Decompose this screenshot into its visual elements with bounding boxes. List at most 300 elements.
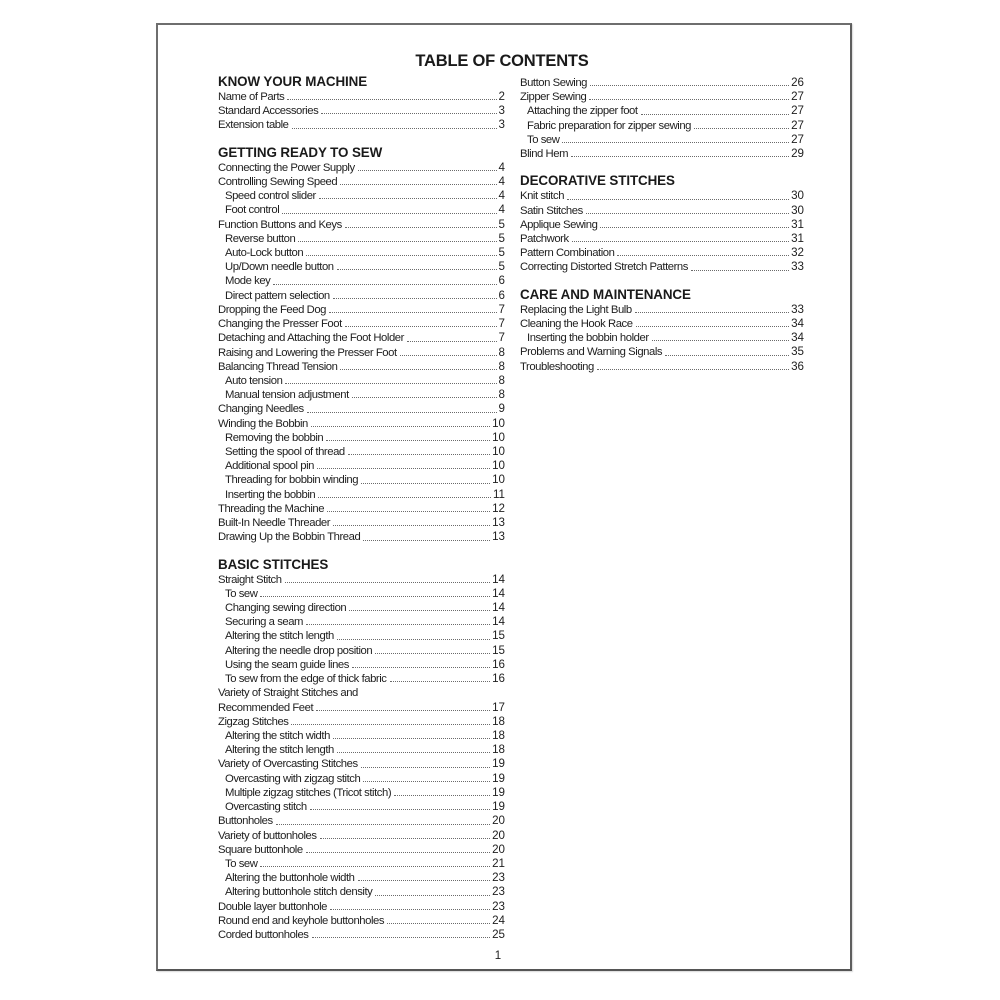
entry-label: Altering the buttonhole width bbox=[225, 872, 355, 885]
toc-subentry[interactable] bbox=[218, 644, 505, 658]
entry-label: Applique Sewing bbox=[520, 218, 598, 231]
toc-entry[interactable] bbox=[218, 829, 505, 843]
toc-subentry[interactable] bbox=[218, 260, 505, 274]
toc-subentry[interactable] bbox=[218, 289, 505, 303]
dot-leader bbox=[407, 340, 497, 342]
entry-label: Changing sewing direction bbox=[225, 602, 347, 614]
dot-leader bbox=[321, 112, 496, 114]
dot-leader bbox=[312, 936, 491, 938]
toc-subentry[interactable] bbox=[218, 488, 505, 502]
entry-label: Altering the stitch width bbox=[225, 729, 330, 742]
entry-page-number: 10 bbox=[492, 459, 505, 473]
entry-label: Correcting Distorted Stretch Patterns bbox=[520, 261, 688, 274]
entry-label: Double layer buttonhole bbox=[218, 900, 327, 913]
dot-leader bbox=[291, 723, 490, 725]
toc-subentry[interactable] bbox=[218, 857, 505, 871]
entry-page-number: 26 bbox=[791, 76, 804, 89]
toc-subentry[interactable] bbox=[520, 133, 804, 147]
entry-page-number: 16 bbox=[492, 672, 505, 686]
section-heading: CARE AND MAINTENANCE bbox=[520, 286, 691, 302]
dot-leader bbox=[337, 751, 490, 753]
toc-entry[interactable] bbox=[218, 104, 505, 118]
dot-leader bbox=[276, 823, 490, 825]
entry-label: Securing a seam bbox=[225, 616, 304, 629]
entry-page-number: 18 bbox=[492, 728, 505, 742]
toc-entry[interactable] bbox=[218, 900, 505, 914]
entry-page-number: 4 bbox=[498, 160, 505, 174]
entry-page-number: 10 bbox=[492, 445, 505, 459]
dot-leader bbox=[327, 510, 490, 512]
entry-label: Controlling Sewing Speed bbox=[218, 175, 338, 188]
entry-label: Threading the Machine bbox=[218, 502, 325, 515]
dot-leader bbox=[375, 894, 490, 896]
toc-entry[interactable] bbox=[218, 928, 505, 942]
toc-section bbox=[218, 74, 505, 133]
dot-leader bbox=[285, 581, 491, 583]
dot-leader bbox=[694, 127, 789, 129]
entry-page-number: 20 bbox=[492, 828, 505, 842]
toc-subentry[interactable] bbox=[218, 246, 505, 260]
toc-subentry[interactable] bbox=[218, 885, 505, 899]
entry-page-number: 10 bbox=[492, 473, 505, 487]
entry-label: Extension table bbox=[218, 119, 289, 132]
dot-leader bbox=[333, 737, 490, 739]
entry-page-number: 2 bbox=[498, 90, 505, 103]
entry-label: Troubleshooting bbox=[520, 360, 594, 373]
entry-page-number: 5 bbox=[498, 231, 505, 245]
entry-label: Multiple zigzag stitches (Tricot stitch) bbox=[225, 786, 392, 799]
entry-page-number: 27 bbox=[791, 132, 804, 146]
entry-page-number: 19 bbox=[492, 771, 505, 785]
entry-page-number: 30 bbox=[791, 203, 804, 217]
toc-subentry[interactable] bbox=[520, 119, 804, 133]
entry-label: Foot control bbox=[225, 204, 280, 217]
entry-label: Inserting the bobbin holder bbox=[527, 332, 649, 345]
entry-page-number: 15 bbox=[492, 629, 505, 643]
dot-leader bbox=[691, 269, 789, 271]
entry-page-number: 6 bbox=[498, 288, 505, 302]
entry-label: Auto-Lock button bbox=[225, 246, 304, 259]
entry-label: Direct pattern selection bbox=[225, 289, 330, 302]
entry-page-number: 14 bbox=[492, 572, 505, 586]
entry-label: Attaching the zipper foot bbox=[527, 105, 638, 118]
dot-leader bbox=[361, 766, 490, 768]
toc-entry[interactable] bbox=[218, 914, 505, 928]
entry-page-number: 8 bbox=[498, 345, 505, 359]
dot-leader bbox=[358, 879, 491, 881]
toc-subentry[interactable] bbox=[218, 629, 505, 643]
toc-column-left bbox=[218, 74, 505, 942]
entry-label: Altering the stitch length bbox=[225, 630, 334, 643]
toc-subentry[interactable] bbox=[218, 601, 505, 615]
toc-subentry[interactable] bbox=[218, 587, 505, 601]
entry-page-number: 7 bbox=[498, 317, 505, 331]
entry-page-number: 8 bbox=[498, 359, 505, 373]
toc-entry[interactable] bbox=[520, 303, 804, 317]
entry-label: Square buttonhole bbox=[218, 843, 303, 856]
toc-section bbox=[520, 76, 804, 161]
dot-leader bbox=[375, 652, 490, 654]
entry-label: Fabric preparation for zipper sewing bbox=[527, 119, 692, 132]
entry-page-number: 14 bbox=[492, 601, 505, 614]
section-heading: GETTING READY TO SEW bbox=[218, 144, 383, 160]
entry-page-number: 18 bbox=[492, 714, 505, 728]
entry-page-number: 24 bbox=[492, 913, 505, 927]
dot-leader bbox=[586, 212, 789, 214]
dot-leader bbox=[340, 183, 496, 185]
dot-leader bbox=[292, 127, 497, 129]
page-number: 1 bbox=[494, 950, 502, 962]
entry-page-number: 8 bbox=[498, 373, 505, 387]
toc-entry[interactable] bbox=[520, 218, 804, 232]
toc-entry[interactable] bbox=[520, 189, 804, 203]
entry-label: Blind Hem bbox=[520, 148, 569, 161]
dot-leader bbox=[337, 268, 497, 270]
toc-subentry[interactable] bbox=[218, 374, 505, 388]
toc-entry[interactable] bbox=[218, 686, 505, 700]
entry-page-number: 12 bbox=[492, 501, 505, 515]
entry-label: To sew bbox=[527, 133, 560, 146]
dot-leader bbox=[311, 425, 490, 427]
toc-entry[interactable] bbox=[218, 118, 505, 132]
entry-label: Zipper Sewing bbox=[520, 91, 587, 104]
entry-label: Overcasting stitch bbox=[225, 801, 307, 814]
entry-page-number: 23 bbox=[492, 899, 505, 913]
section-heading: DECORATIVE STITCHES bbox=[520, 173, 675, 189]
toc-entry[interactable] bbox=[218, 90, 505, 104]
dot-leader bbox=[363, 539, 490, 541]
toc-entry[interactable] bbox=[218, 530, 505, 544]
dot-leader bbox=[345, 226, 497, 228]
entry-label: To sew bbox=[225, 587, 258, 600]
entry-label: Name of Parts bbox=[218, 91, 285, 103]
entry-page-number: 32 bbox=[791, 246, 804, 260]
dot-leader bbox=[326, 439, 490, 441]
entry-page-number: 30 bbox=[791, 189, 804, 203]
toc-subentry[interactable] bbox=[218, 871, 505, 885]
dot-leader bbox=[358, 169, 497, 171]
dot-leader bbox=[363, 780, 490, 782]
toc-subentry[interactable] bbox=[520, 331, 804, 345]
entry-page-number: 34 bbox=[791, 331, 804, 345]
toc-entry[interactable] bbox=[520, 260, 804, 274]
toc-entry[interactable] bbox=[218, 814, 505, 828]
toc-subentry[interactable] bbox=[218, 473, 505, 487]
toc-entry[interactable] bbox=[218, 417, 505, 431]
entry-page-number: 16 bbox=[492, 657, 505, 671]
toc-subentry[interactable] bbox=[218, 672, 505, 686]
toc-entry[interactable] bbox=[520, 360, 804, 374]
entry-label: Altering the stitch length bbox=[225, 744, 334, 757]
entry-page-number: 21 bbox=[492, 856, 505, 870]
entry-label: Replacing the Light Bulb bbox=[520, 303, 632, 316]
dot-leader bbox=[307, 411, 497, 413]
entry-page-number: 4 bbox=[498, 174, 505, 188]
entry-page-number: 14 bbox=[492, 586, 505, 600]
toc-entry[interactable] bbox=[218, 317, 505, 331]
toc-entry[interactable] bbox=[520, 232, 804, 246]
entry-page-number: 13 bbox=[492, 530, 505, 544]
entry-label: Using the seam guide lines bbox=[225, 658, 349, 671]
toc-entry[interactable] bbox=[218, 360, 505, 374]
toc-entry[interactable] bbox=[218, 757, 505, 771]
entry-label: Raising and Lowering the Presser Foot bbox=[218, 346, 397, 359]
entry-page-number: 20 bbox=[492, 814, 505, 828]
entry-label: To sew from the edge of thick fabric bbox=[225, 673, 387, 686]
entry-page-number: 13 bbox=[492, 516, 505, 530]
toc-entry[interactable] bbox=[520, 345, 804, 359]
dot-leader bbox=[345, 325, 497, 327]
toc-section bbox=[520, 287, 804, 374]
entry-page-number: 15 bbox=[492, 643, 505, 657]
dot-leader bbox=[400, 354, 497, 356]
entry-label: Recommended Feet bbox=[218, 701, 314, 714]
entry-page-number: 9 bbox=[498, 402, 505, 416]
entry-label: Detaching and Attaching the Foot Holder bbox=[218, 332, 404, 345]
entry-page-number: 5 bbox=[498, 245, 505, 259]
entry-page-number: 25 bbox=[492, 928, 505, 942]
entry-page-number: 34 bbox=[791, 316, 804, 330]
toc-subentry[interactable] bbox=[520, 104, 804, 118]
entry-page-number: 35 bbox=[791, 345, 804, 359]
entry-page-number: 14 bbox=[492, 615, 505, 629]
entry-label: Balancing Thread Tension bbox=[218, 360, 338, 373]
entry-label: Winding the Bobbin bbox=[218, 417, 308, 430]
entry-label: Dropping the Feed Dog bbox=[218, 303, 326, 316]
entry-label: Additional spool pin bbox=[225, 460, 314, 473]
dot-leader bbox=[635, 311, 789, 313]
entry-page-number: 27 bbox=[791, 104, 804, 118]
dot-leader bbox=[600, 226, 789, 228]
toc-entry[interactable] bbox=[218, 516, 505, 530]
toc-subentry[interactable] bbox=[218, 615, 505, 629]
entry-label: Manual tension adjustment bbox=[225, 389, 349, 402]
entry-page-number: 29 bbox=[791, 147, 804, 161]
dot-leader bbox=[316, 709, 490, 711]
dot-leader bbox=[572, 240, 789, 242]
dot-leader bbox=[394, 794, 490, 796]
entry-page-number: 4 bbox=[498, 203, 505, 217]
entry-label: Inserting the bobbin bbox=[225, 488, 316, 501]
dot-leader bbox=[352, 396, 497, 398]
toc-entry[interactable] bbox=[520, 204, 804, 218]
toc-subentry[interactable] bbox=[218, 772, 505, 786]
entry-label: Speed control slider bbox=[225, 190, 316, 203]
toc-entry[interactable] bbox=[520, 76, 804, 90]
dot-leader bbox=[310, 808, 490, 810]
dot-leader bbox=[590, 84, 789, 86]
entry-label: Overcasting with zigzag stitch bbox=[225, 772, 361, 785]
entry-page-number: 19 bbox=[492, 757, 505, 771]
entry-page-number: 5 bbox=[498, 217, 505, 231]
toc-entry[interactable] bbox=[520, 246, 804, 260]
toc-entry[interactable] bbox=[218, 331, 505, 345]
toc-entry[interactable] bbox=[218, 402, 505, 416]
dot-leader bbox=[617, 254, 789, 256]
entry-page-number: 3 bbox=[498, 118, 505, 132]
entry-page-number: 23 bbox=[492, 871, 505, 885]
dot-leader bbox=[333, 297, 497, 299]
entry-page-number: 27 bbox=[791, 90, 804, 104]
toc-entry[interactable] bbox=[218, 175, 505, 189]
entry-label: Variety of Straight Stitches and bbox=[218, 687, 358, 700]
toc-subentry[interactable] bbox=[218, 431, 505, 445]
entry-page-number: 7 bbox=[498, 331, 505, 345]
entry-label: Altering the needle drop position bbox=[225, 644, 373, 657]
toc-subentry[interactable] bbox=[218, 658, 505, 672]
dot-leader bbox=[319, 197, 497, 199]
entry-page-number: 31 bbox=[791, 217, 804, 231]
toc-subentry[interactable] bbox=[218, 729, 505, 743]
entry-label: Function Buttons and Keys bbox=[218, 218, 342, 231]
entry-label: To sew bbox=[225, 857, 258, 870]
entry-label: Zigzag Stitches bbox=[218, 715, 289, 728]
dot-leader bbox=[571, 155, 789, 157]
dot-leader bbox=[333, 524, 490, 526]
entry-page-number: 19 bbox=[492, 785, 505, 799]
toc-entry[interactable] bbox=[520, 147, 804, 161]
dot-leader bbox=[337, 638, 490, 640]
section-heading: KNOW YOUR MACHINE bbox=[218, 74, 368, 89]
toc-subentry[interactable] bbox=[218, 800, 505, 814]
dot-leader bbox=[273, 283, 496, 285]
entry-label: Problems and Warning Signals bbox=[520, 346, 663, 359]
entry-label: Altering buttonhole stitch density bbox=[225, 886, 373, 899]
entry-label: Built-In Needle Threader bbox=[218, 517, 331, 530]
dot-leader bbox=[306, 623, 490, 625]
dot-leader bbox=[636, 325, 790, 327]
entry-label: Variety of buttonholes bbox=[218, 829, 317, 842]
dot-leader bbox=[567, 198, 789, 200]
entry-label: Straight Stitch bbox=[218, 573, 282, 586]
entry-label: Variety of Overcasting Stitches bbox=[218, 758, 358, 771]
dot-leader bbox=[317, 467, 490, 469]
dot-leader bbox=[306, 254, 496, 256]
entry-label: Mode key bbox=[225, 275, 271, 288]
dot-leader bbox=[361, 482, 490, 484]
toc-subentry[interactable] bbox=[218, 459, 505, 473]
entry-label: Drawing Up the Bobbin Thread bbox=[218, 531, 361, 544]
toc-subentry[interactable] bbox=[218, 743, 505, 757]
toc-entry[interactable] bbox=[218, 843, 505, 857]
toc-entry[interactable] bbox=[218, 701, 505, 715]
entry-page-number: 7 bbox=[498, 302, 505, 316]
entry-page-number: 5 bbox=[498, 260, 505, 274]
dot-leader bbox=[665, 354, 789, 356]
entry-page-number: 20 bbox=[492, 842, 505, 856]
toc-subentry[interactable] bbox=[218, 232, 505, 246]
toc-entry[interactable] bbox=[218, 303, 505, 317]
toc-entry[interactable] bbox=[218, 161, 505, 175]
entry-page-number: 18 bbox=[492, 743, 505, 757]
dot-leader bbox=[652, 339, 789, 341]
entry-label: Changing Needles bbox=[218, 403, 304, 416]
entry-label: Corded buttonholes bbox=[218, 929, 309, 942]
entry-label: Round end and keyhole buttonholes bbox=[218, 914, 385, 927]
entry-label: Button Sewing bbox=[520, 77, 588, 89]
entry-label: Reverse button bbox=[225, 232, 296, 245]
entry-page-number: 23 bbox=[492, 885, 505, 899]
entry-page-number: 10 bbox=[492, 416, 505, 430]
entry-label: Connecting the Power Supply bbox=[218, 161, 355, 174]
dot-leader bbox=[320, 837, 491, 839]
dot-leader bbox=[306, 851, 490, 853]
entry-page-number: 33 bbox=[791, 260, 804, 274]
dot-leader bbox=[287, 98, 496, 100]
entry-label: Standard Accessories bbox=[218, 105, 319, 118]
entry-page-number: 31 bbox=[791, 231, 804, 245]
dot-leader bbox=[260, 865, 490, 867]
dot-leader bbox=[562, 141, 789, 143]
dot-leader bbox=[340, 368, 496, 370]
toc-subentry[interactable] bbox=[218, 203, 505, 217]
entry-label: Patchwork bbox=[520, 232, 569, 245]
toc-entry[interactable] bbox=[218, 218, 505, 232]
toc-entry[interactable] bbox=[218, 502, 505, 516]
entry-page-number: 17 bbox=[492, 700, 505, 714]
entry-page-number: 4 bbox=[498, 189, 505, 203]
dot-leader bbox=[260, 595, 490, 597]
toc-subentry[interactable] bbox=[218, 388, 505, 402]
dot-leader bbox=[285, 382, 496, 384]
toc-entry[interactable] bbox=[218, 715, 505, 729]
dot-leader bbox=[390, 680, 491, 682]
document-page bbox=[156, 23, 852, 971]
dot-leader bbox=[641, 113, 790, 115]
dot-leader bbox=[348, 453, 490, 455]
toc-entry[interactable] bbox=[218, 346, 505, 360]
toc-section bbox=[520, 173, 804, 274]
entry-page-number: 36 bbox=[791, 359, 804, 373]
entry-page-number: 33 bbox=[791, 302, 804, 316]
dot-leader bbox=[318, 496, 491, 498]
entry-label: Setting the spool of thread bbox=[225, 446, 345, 459]
toc-section bbox=[218, 145, 505, 545]
toc-entry[interactable] bbox=[218, 573, 505, 587]
entry-page-number: 27 bbox=[791, 118, 804, 132]
section-heading: BASIC STITCHES bbox=[218, 556, 329, 572]
dot-leader bbox=[282, 212, 496, 214]
entry-page-number: 10 bbox=[492, 430, 505, 444]
toc-subentry[interactable] bbox=[218, 786, 505, 800]
entry-label: Auto tension bbox=[225, 374, 283, 387]
dot-leader bbox=[387, 922, 490, 924]
dot-leader bbox=[361, 696, 503, 697]
entry-label: Satin Stitches bbox=[520, 204, 583, 217]
toc-subentry[interactable] bbox=[218, 189, 505, 203]
entry-page-number: 6 bbox=[498, 274, 505, 288]
dot-leader bbox=[597, 368, 789, 370]
entry-label: Pattern Combination bbox=[520, 247, 615, 260]
toc-subentry[interactable] bbox=[218, 274, 505, 288]
entry-page-number: 8 bbox=[498, 388, 505, 402]
entry-label: Buttonholes bbox=[218, 815, 273, 828]
dot-leader bbox=[352, 666, 490, 668]
entry-label: Changing the Presser Foot bbox=[218, 318, 342, 331]
toc-section bbox=[218, 557, 505, 943]
toc-subentry[interactable] bbox=[218, 445, 505, 459]
entry-label: Removing the bobbin bbox=[225, 431, 324, 444]
dot-leader bbox=[589, 98, 789, 100]
dot-leader bbox=[329, 311, 497, 313]
toc-entry[interactable] bbox=[520, 317, 804, 331]
entry-label: Threading for bobbin winding bbox=[225, 474, 359, 487]
toc-column-right bbox=[520, 76, 804, 374]
toc-entry[interactable] bbox=[520, 90, 804, 104]
entry-label: Up/Down needle button bbox=[225, 261, 334, 274]
entry-page-number: 19 bbox=[492, 800, 505, 814]
dot-leader bbox=[298, 240, 496, 242]
